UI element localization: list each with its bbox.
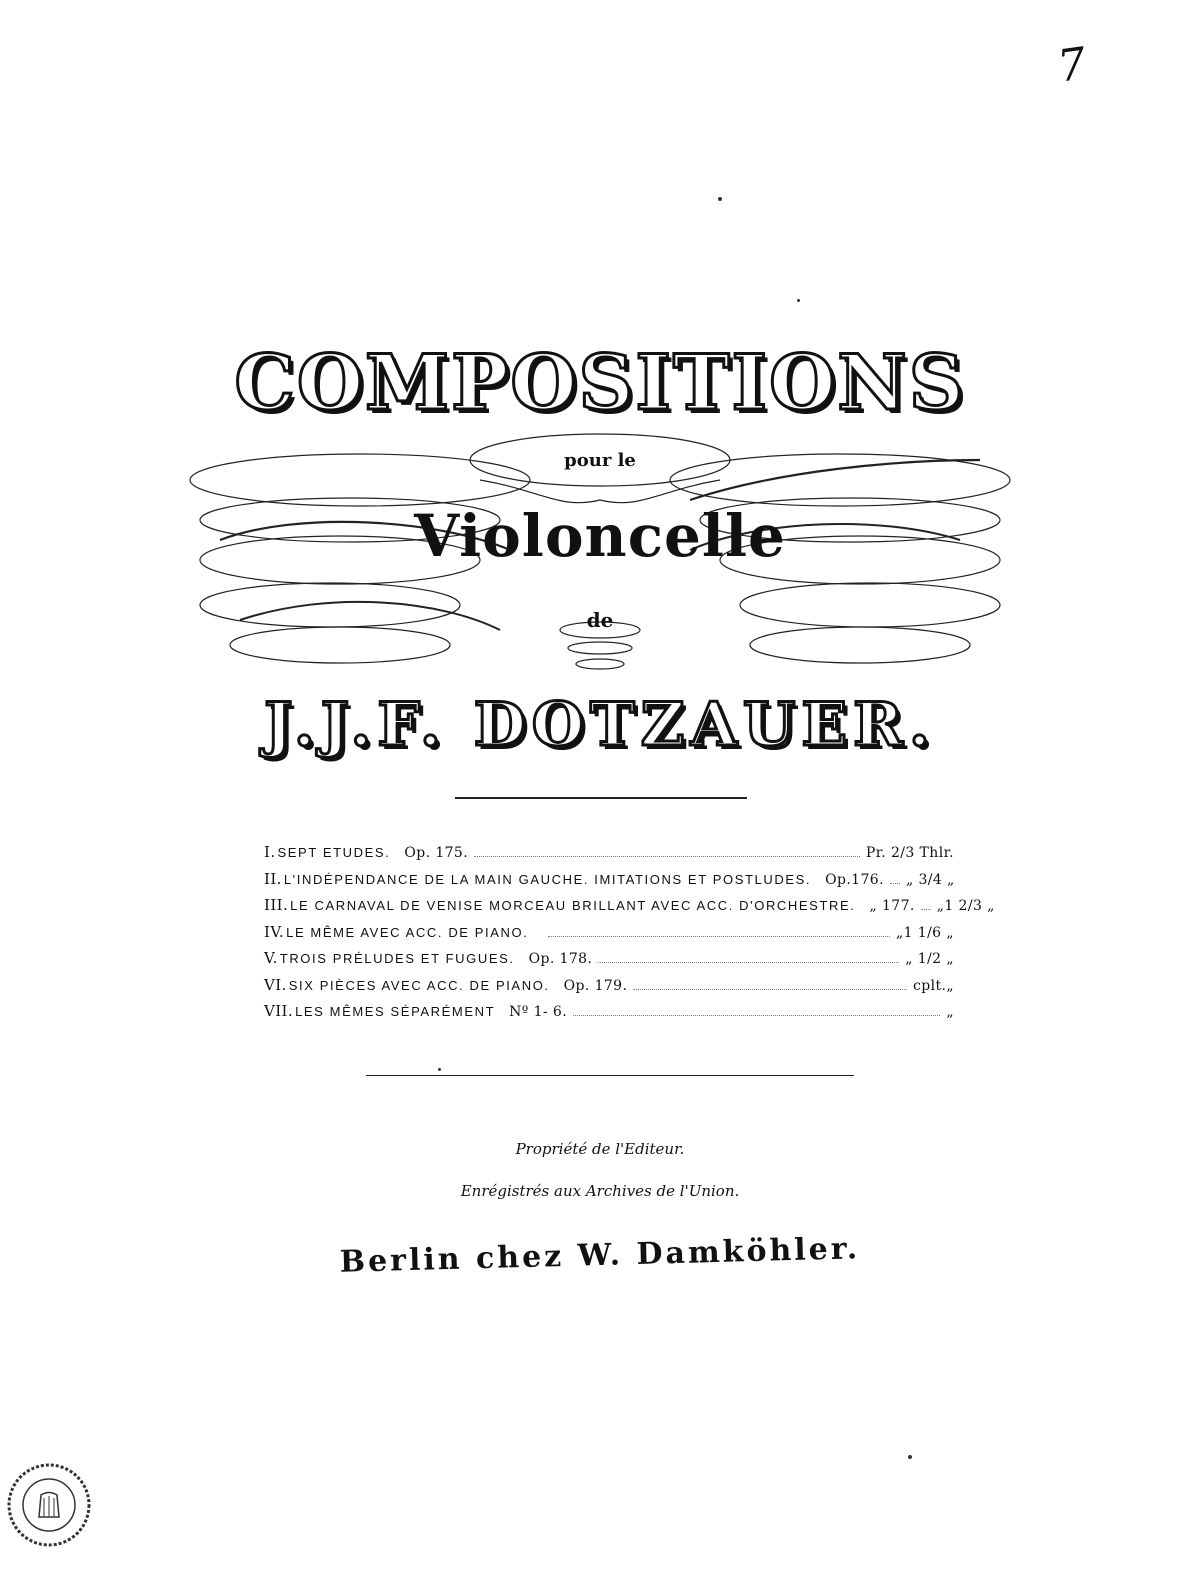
work-number: I. — [264, 843, 276, 861]
divider-bottom — [366, 1075, 854, 1076]
work-opus: Nº 1- 6. — [509, 1004, 568, 1020]
work-item — [264, 976, 954, 1003]
leader-dots — [890, 883, 900, 884]
leader-dots — [474, 856, 860, 857]
work-price: „ 1/2 „ — [905, 951, 954, 967]
work-item — [264, 949, 954, 976]
leader-dots — [921, 909, 931, 910]
work-title: LES MÊMES SÉPARÉMENT — [295, 1004, 496, 1019]
work-item — [264, 1002, 954, 1029]
work-opus: „ 177. — [869, 898, 915, 914]
de-text: de — [586, 608, 614, 632]
ink-speck — [908, 1455, 912, 1459]
work-price: Pr. 2/3 Thlr. — [865, 845, 954, 861]
publisher-imprint: Berlin chez W. Damköhler. — [339, 1231, 861, 1280]
work-number: V. — [264, 949, 278, 967]
work-item — [264, 923, 954, 950]
work-title: SIX PIÈCES AVEC ACC. DE PIANO. — [288, 977, 550, 993]
work-number: III. — [264, 896, 289, 914]
leader-dots — [573, 1015, 940, 1016]
work-opus: Op. 178. — [528, 951, 593, 967]
composer-name: J.J.F. DOTZAUER. — [264, 690, 936, 760]
leader-dots — [633, 989, 907, 990]
work-number: IV. — [264, 922, 285, 941]
instrument-name: Violoncelle — [414, 502, 786, 570]
work-item — [264, 896, 995, 923]
work-title: SEPT ETUDES. — [277, 845, 391, 860]
ink-speck — [797, 299, 800, 302]
work-price: „ — [946, 1004, 954, 1020]
work-price: „1 2/3 „ — [936, 898, 995, 914]
ink-speck — [718, 197, 722, 201]
leader-dots — [598, 962, 899, 963]
ink-speck — [438, 1068, 441, 1071]
pour-le-text: pour le — [564, 450, 636, 471]
work-number: II. — [264, 869, 282, 888]
divider-top — [455, 797, 747, 799]
property-notice: Propriété de l'Editeur. — [515, 1140, 685, 1158]
work-item — [264, 870, 954, 897]
work-title: LE CARNAVAL DE VENISE MORCEAU BRILLANT AVEC ACC. D'ORCHESTRE. — [290, 898, 856, 913]
work-title: L'INDÉPENDANCE DE LA MAIN GAUCHE. IMITATIONS ET POSTLUDES. — [283, 871, 812, 887]
work-number: VII. — [264, 1002, 294, 1020]
work-price: „1 1/6 „ — [895, 924, 954, 941]
publisher-stamp-icon — [6, 1462, 92, 1548]
work-price: „ 3/4 „ — [905, 871, 955, 888]
main-title: COMPOSITIONS — [234, 338, 966, 427]
work-number: VI. — [264, 975, 287, 994]
handwritten-number: 7 — [1054, 38, 1090, 93]
work-title: LE MÊME AVEC ACC. DE PIANO. — [286, 924, 529, 940]
work-opus: Op.176. — [825, 871, 884, 888]
work-price: cplt.„ — [912, 977, 954, 994]
work-item — [264, 843, 954, 870]
registration-notice: Enrégistrés aux Archives de l'Union. — [460, 1182, 740, 1200]
works-list — [264, 843, 995, 1029]
work-opus: Op. 175. — [404, 845, 469, 861]
work-opus: Op. 179. — [563, 977, 628, 994]
leader-dots — [548, 936, 889, 937]
work-title: TROIS PRÉLUDES ET FUGUES. — [279, 951, 515, 966]
